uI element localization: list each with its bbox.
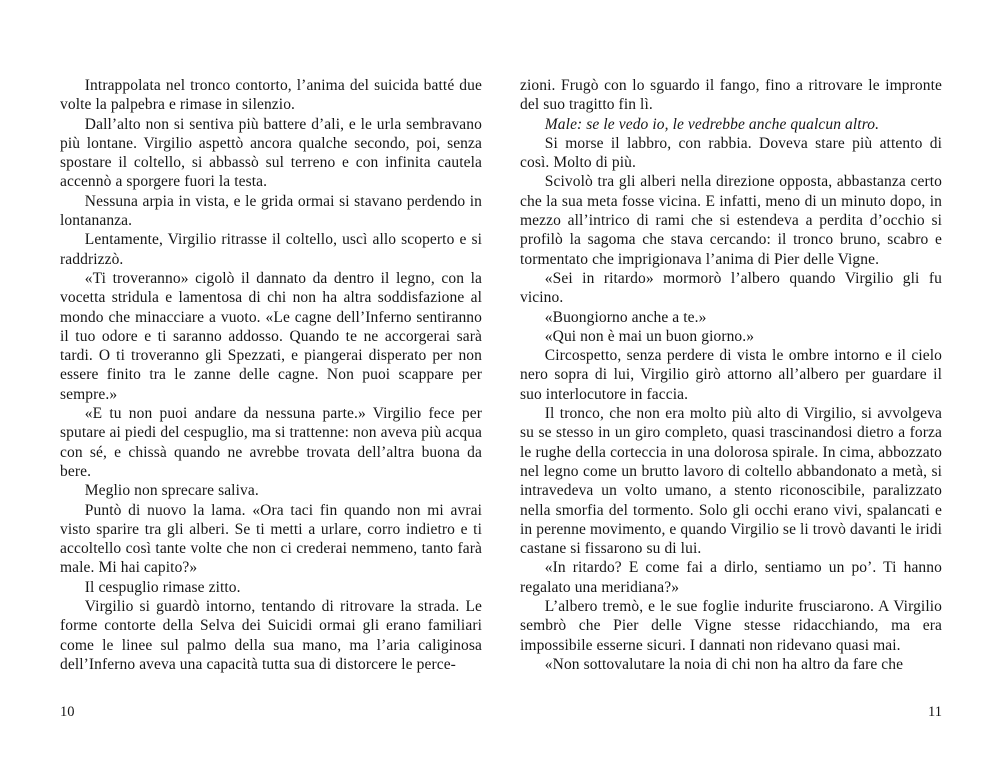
paragraph: L’albero tremò, e le sue foglie indurite frusciarono. A Virgilio sembrò che Pier delle Vigne stesse ridacchiando, ma era impossibile esserne sicuri. I dannati non ridevano quasi mai. [520,598,942,654]
paragraph: Intrappolata nel tronco contorto, l’anima del suicida batté due volte la palpebra e rimase in silenzio. [60,77,482,114]
paragraph-continuation: zioni. Frugò con lo sguardo il fango, fino a ritrovare le impronte del suo tragitto fin lì. [520,77,942,114]
paragraph: Scivolò tra gli alberi nella direzione opposta, abbastanza certo che la sua meta fosse vicina. E infatti, meno di un minuto dopo, in mezzo all’intrico di rami che si estendeva a perdita d’occhio si profilò la sagoma che stava cercando: il tronco bruno, scabro e tormentato che imprigionava l’anima di Pier delle Vigne. [520,173,942,268]
paragraph: Meglio non sprecare saliva. [84,482,259,500]
paragraph: Lentamente, Virgilio ritrasse il coltello, uscì allo scoperto e si raddrizzò. [60,231,482,268]
page-right [500,0,1000,768]
paragraph: Nessuna arpia in vista, e le grida ormai si stavano perdendo in lontananza. [60,192,482,230]
paragraph: Puntò di nuovo la lama. «Ora taci fin quando non mi avrai visto sparire tra gli alberi. Se ti metti a urlare, corro indietro e ti accoltello così tante volte che non ci crederai nemmeno, tanto farà male. Mi hai capito?» [60,501,482,577]
page-left-text [60,76,482,674]
paragraph: «Non sottovalutare la noia di chi non ha altro da fare che [544,655,904,673]
paragraph: Si morse il labbro, con rabbia. Doveva stare più attento di così. Molto di più. [520,134,942,172]
paragraph: «Buongiorno anche a te.» [544,308,707,326]
paragraph: «Ti troveranno» cigolò il dannato da dentro il legno, con la vocetta stridula e lamentosa di chi non ha altra soddisfazione al mondo che minacciare a vuoto. «Le cagne dell’Inferno sentiranno il tuo odore e ti saranno addosso. Quando te ne accorgerai sarà tardi. O ti troveranno gli Spezzati, e piangerai disperato per non essere finito tra le zanne delle cagne. Non puoi scappare per sempre.» [60,269,482,403]
paragraph: Il cespuglio rimase zitto. [84,578,241,596]
paragraph: Virgilio si guardò intorno, tentando di ritrovare la strada. Le forme contorte della Selva dei Suicidi ormai gli erano familiari come le linee sul palmo della sua mano, ma l’aria caliginosa dell’Inferno aveva una capacità tutta sua di distorcere le perce- [60,598,482,673]
paragraph-italic-thought: Male: se le vedo io, le vedrebbe anche qualcun altro. [544,115,880,133]
page-number-right: 11 [928,704,942,720]
page-number-left: 10 [60,704,75,720]
paragraph: Dall’alto non si sentiva più battere d’ali, e le urla sembravano più lontane. Virgilio aspettò ancora qualche secondo, poi, senza spostare il coltello, si abbassò sul terreno e con infinita cautela accennò a sporgere fuori la testa. [60,115,482,191]
page-right-text [520,76,942,674]
paragraph: «E tu non puoi andare da nessuna parte.» Virgilio fece per sputare ai piedi del cespuglio, ma si trattenne: non aveva più acqua con sé, e chissà quando ne avrebbe trovata dell’altra buona da bere. [60,405,482,480]
paragraph: Circospetto, senza perdere di vista le ombre intorno e il cielo nero sopra di lui, Virgilio girò attorno all’albero per guardare il suo interlocutore in faccia. [520,347,942,403]
paragraph: «In ritardo? E come fai a dirlo, sentiamo un po’. Ti hanno regalato una meridiana?» [520,559,942,596]
paragraph: «Qui non è mai un buon giorno.» [544,327,755,345]
paragraph: «Sei in ritardo» mormorò l’albero quando Virgilio gli fu vicino. [520,269,942,307]
paragraph: Il tronco, che non era molto più alto di Virgilio, si avvolgeva su se stesso in un giro completo, quasi trascinandosi dietro a forza le rughe della corteccia in una dolorosa spirale. In cima, abbozzato nel legno come un brutto lavoro di coltello abbandonato a metà, si intravedeva un volto umano, a stento riconoscibile, paralizzato nella smorfia del tormento. Solo gli occhi erano vivi, spalancati e in perenne movimento, e quando Virgilio se li trovò davanti le iridi castane si fissarono su di lui. [520,405,942,558]
